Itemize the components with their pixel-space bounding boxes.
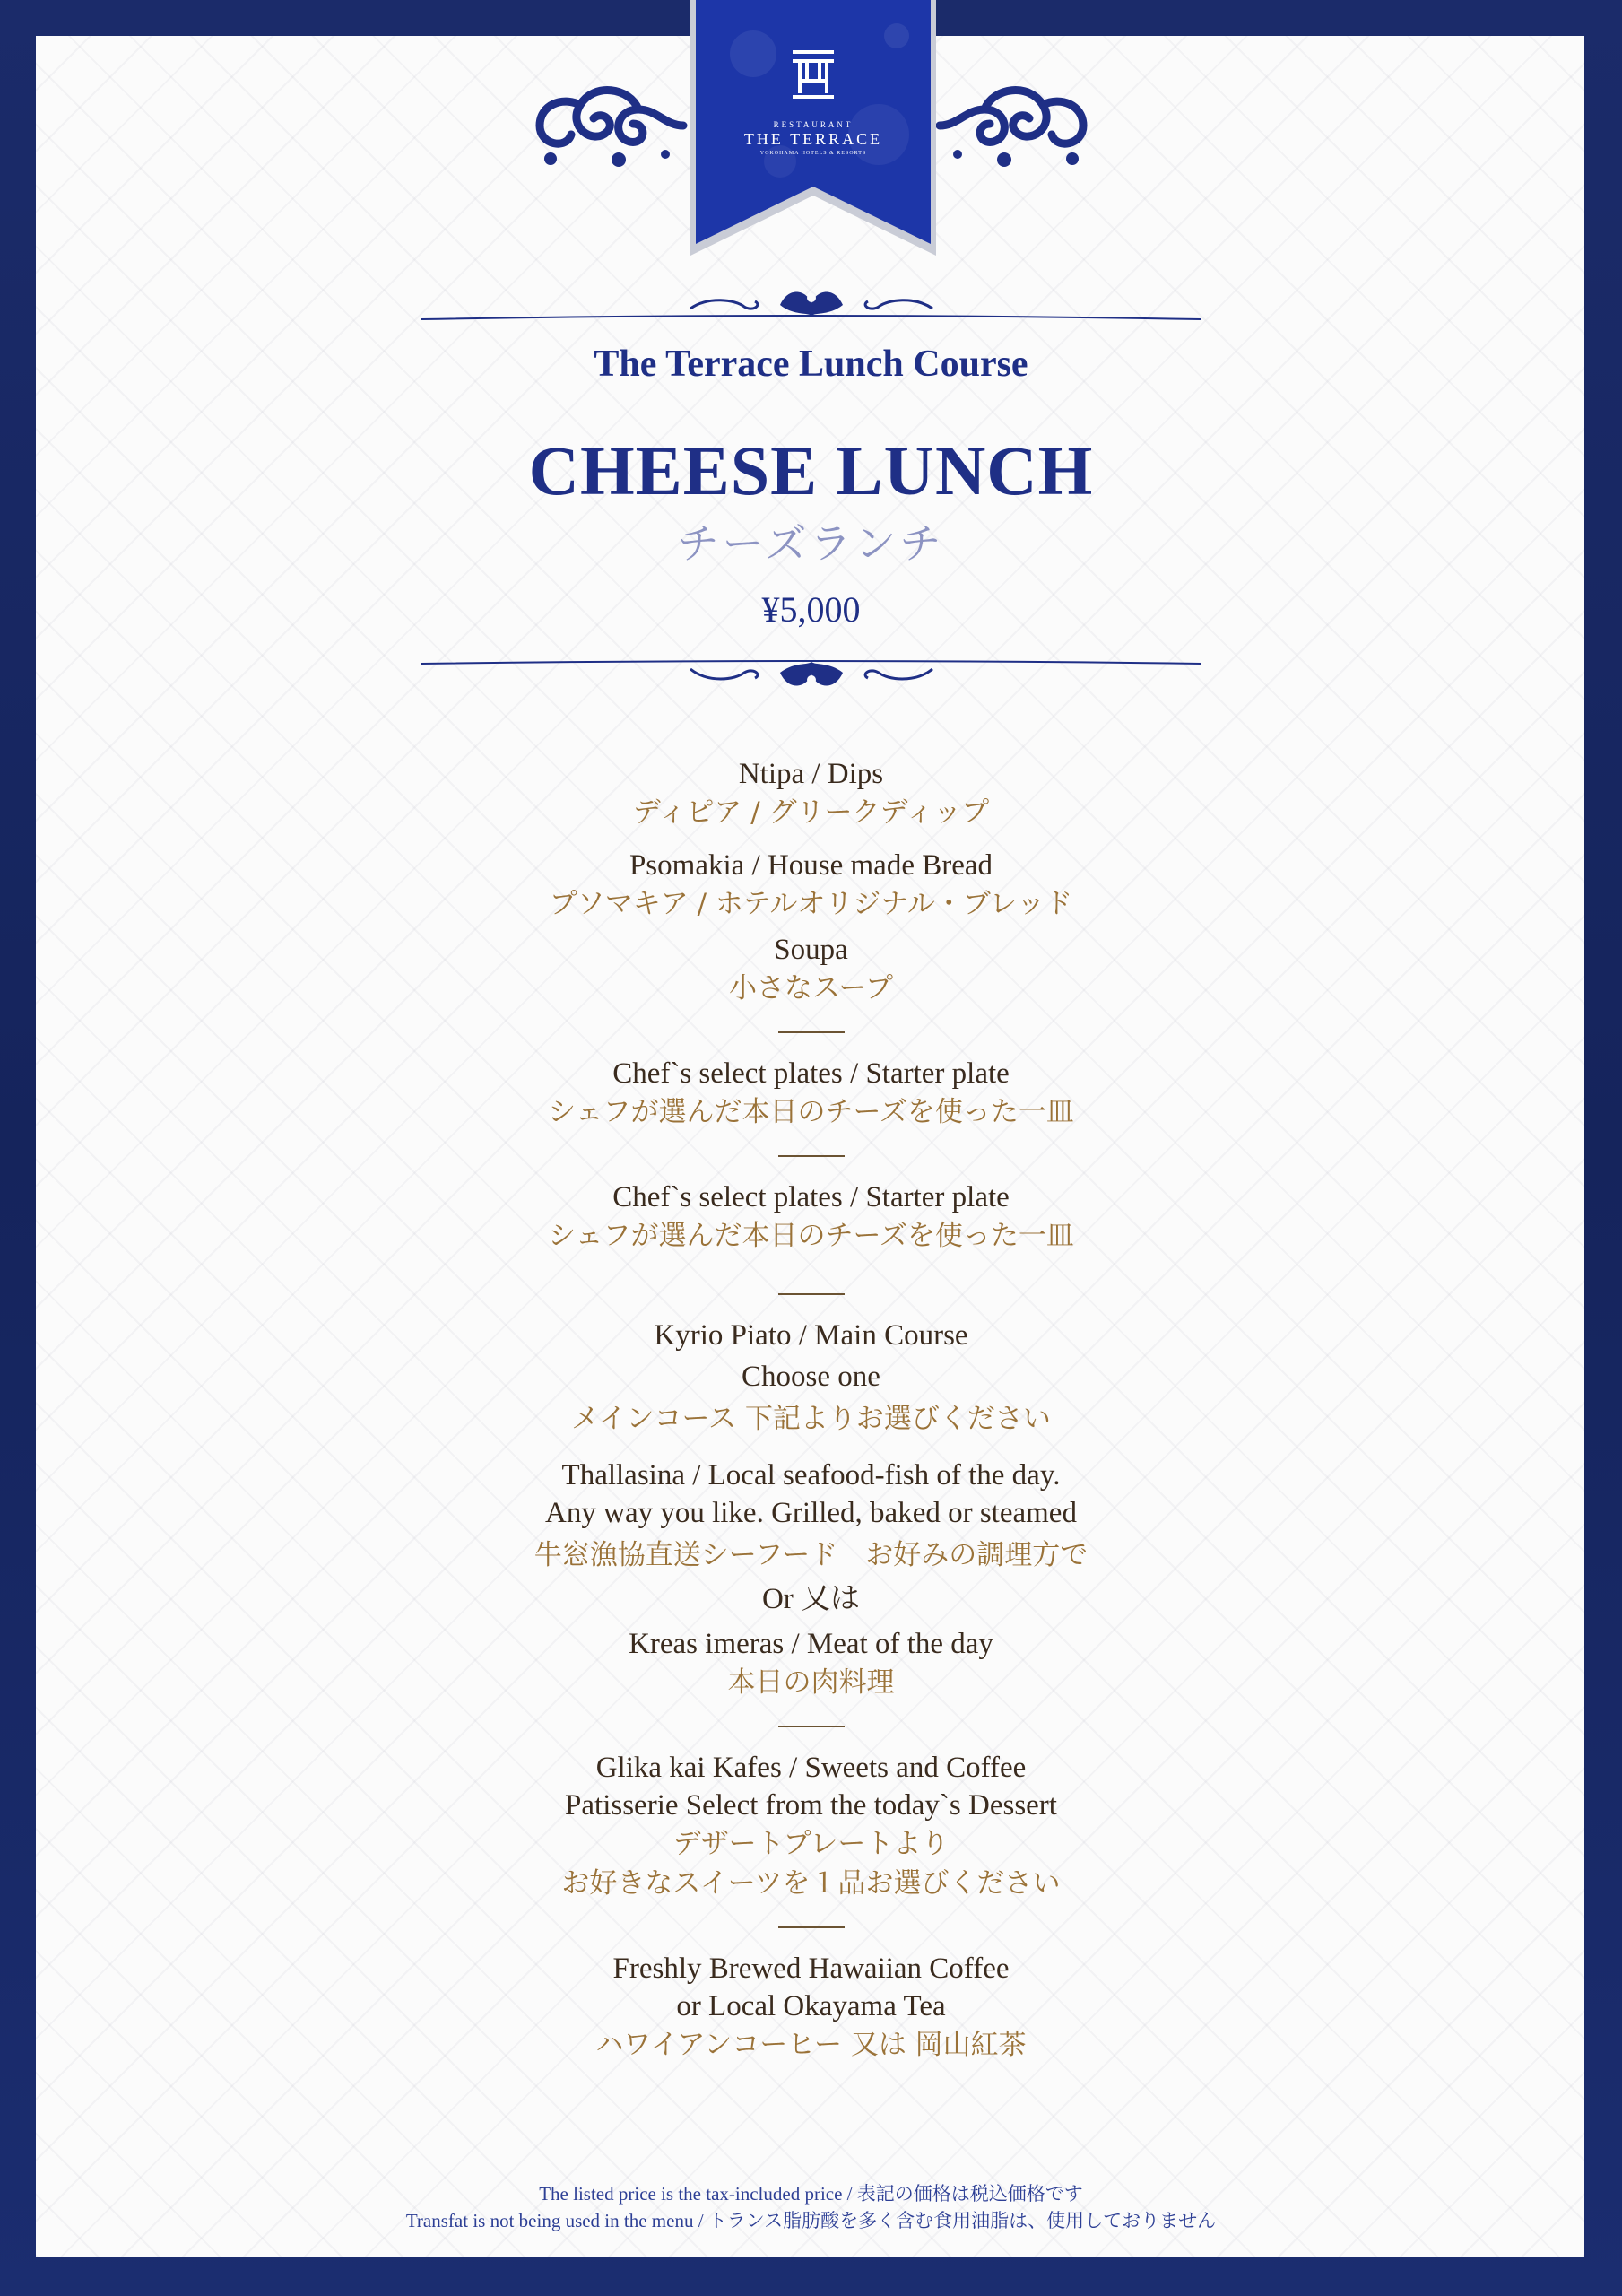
kanji-emblem-icon bbox=[791, 48, 836, 100]
menu-list bbox=[0, 755, 1622, 2065]
menu-item-sweets bbox=[0, 1749, 1622, 1903]
top-divider-ornament bbox=[421, 278, 1201, 323]
main-meat-en: Kreas imeras / Meat of the day bbox=[629, 1628, 993, 1660]
menu-item-en: Soupa bbox=[774, 934, 848, 966]
menu-item-en: Ntipa / Dips bbox=[738, 758, 884, 790]
menu-item-jp: シェフが選んだ本日のチーズを使った一皿 bbox=[548, 1220, 1074, 1252]
menu-separator bbox=[778, 1031, 845, 1033]
main-seafood-style-en: Any way you like. Grilled, baked or steamed bbox=[545, 1497, 1077, 1529]
menu-item-soup bbox=[0, 931, 1622, 1008]
main-meat-jp: 本日の肉料理 bbox=[727, 1666, 895, 1699]
course-price: ¥5,000 bbox=[761, 589, 861, 630]
logo-name: THE TERRACE bbox=[743, 130, 883, 148]
menu-item-jp: ハワイアンコーヒー 又は 岡山紅茶 bbox=[595, 2029, 1027, 2061]
menu-item-jp: デザートプレートより bbox=[672, 1828, 950, 1860]
left-swirl-ornament bbox=[531, 74, 692, 172]
menu-item-jp: プソマキア / ホテルオリジナル・ブレッド bbox=[549, 888, 1073, 920]
menu-item-jp: シェフが選んだ本日のチーズを使った一皿 bbox=[548, 1096, 1074, 1128]
course-title-jp: チーズランチ bbox=[677, 519, 945, 568]
menu-separator bbox=[778, 1293, 845, 1295]
footer-transfat-note: Transfat is not being used in the menu / トランス脂肪酸を多く含む食用油脂は、使用しておりません bbox=[405, 2210, 1217, 2231]
course-subtitle: The Terrace Lunch Course bbox=[594, 344, 1028, 385]
main-course-choose-jp: メインコース 下記よりお選びください bbox=[571, 1403, 1051, 1435]
footer-tax-note: The listed price is the tax-included price / 表記の価格は税込価格です bbox=[539, 2183, 1083, 2205]
menu-item-en: Psomakia / House made Bread bbox=[629, 849, 993, 882]
bottom-divider-ornament bbox=[421, 655, 1201, 700]
right-swirl-ornament bbox=[931, 74, 1092, 172]
menu-item-jp: 小さなスープ bbox=[729, 972, 893, 1004]
menu-item-starter-2 bbox=[0, 1178, 1622, 1256]
menu-item-en: Freshly Brewed Hawaiian Coffee bbox=[612, 1952, 1010, 1985]
menu-item-bread bbox=[0, 847, 1622, 924]
restaurant-logo-ribbon bbox=[690, 0, 936, 256]
main-seafood-en: Thallasina / Local seafood-fish of the day. bbox=[561, 1459, 1061, 1492]
menu-item-starter-1 bbox=[0, 1055, 1622, 1132]
course-title: CHEESE LUNCH bbox=[528, 431, 1094, 509]
main-or: Or 又は bbox=[761, 1583, 861, 1615]
menu-separator bbox=[778, 1155, 845, 1157]
menu-item-coffee bbox=[0, 1950, 1622, 2065]
menu-separator bbox=[778, 1726, 845, 1727]
menu-item-main-course bbox=[0, 1317, 1622, 1702]
menu-item-en: Chef`s select plates / Starter plate bbox=[612, 1181, 1010, 1213]
menu-item-en: Chef`s select plates / Starter plate bbox=[612, 1057, 1010, 1090]
menu-separator bbox=[778, 1926, 845, 1928]
menu-item-en: Glika kai Kafes / Sweets and Coffee bbox=[595, 1752, 1027, 1784]
menu-item-en: Patisserie Select from the today`s Dessert bbox=[565, 1789, 1057, 1822]
menu-item-dips bbox=[0, 755, 1622, 832]
menu-item-jp: ディピア / グリークディップ bbox=[632, 796, 990, 829]
main-course-choose: Choose one bbox=[742, 1361, 880, 1393]
logo-bottom-label: YOKOHAMA HOTELS & RESORTS bbox=[759, 151, 867, 156]
main-course-title: Kyrio Piato / Main Course bbox=[654, 1319, 968, 1352]
logo-top-label: RESTAURANT bbox=[773, 120, 854, 129]
main-seafood-jp: 牛窓漁協直送シーフード お好みの調理方で bbox=[533, 1539, 1089, 1571]
menu-item-jp: お好きなスイーツを１品お選びください bbox=[561, 1867, 1061, 1900]
menu-item-en: or Local Okayama Tea bbox=[676, 1990, 946, 2022]
